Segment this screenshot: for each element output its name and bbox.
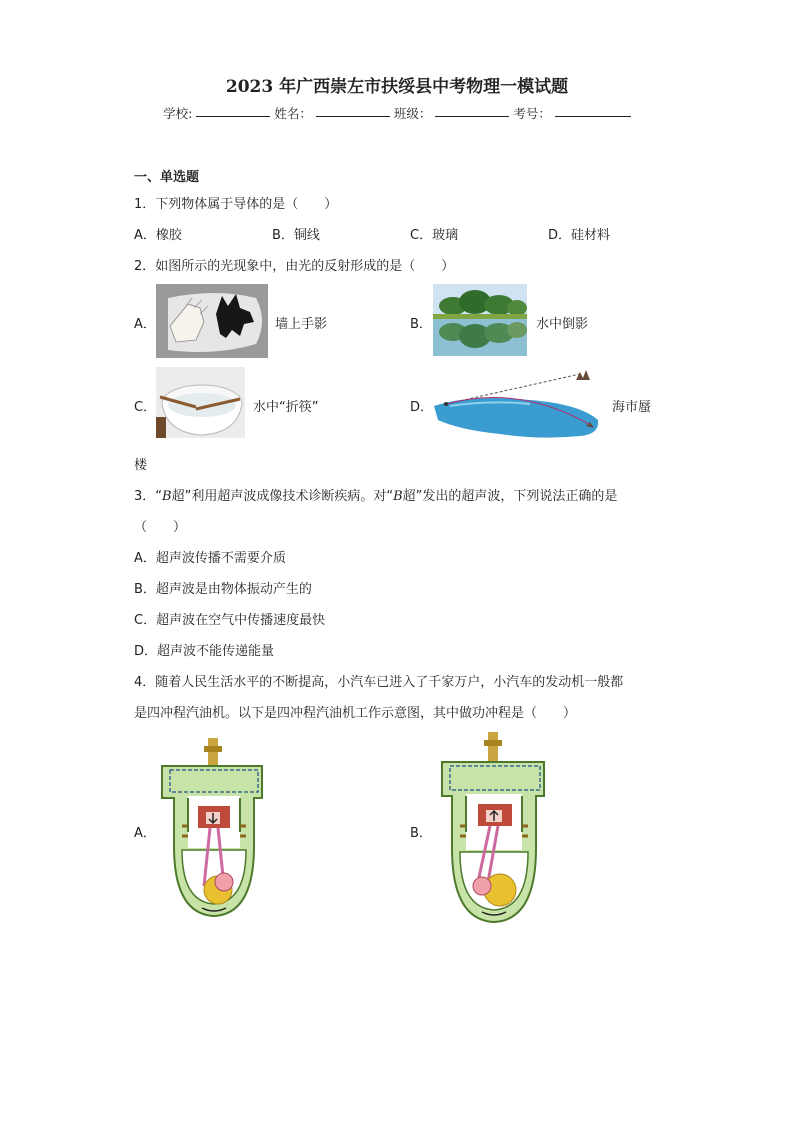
q1-option-c[interactable]: C．玻璃 (410, 228, 459, 243)
q2-option-b-letter[interactable]: B． (410, 317, 432, 332)
q4-option-a-letter[interactable]: A． (134, 826, 156, 841)
q2-option-c-letter[interactable]: C． (134, 400, 157, 415)
school-blank[interactable] (196, 104, 270, 117)
q1-stem: 1．下列物体属于导体的是（ ） (134, 197, 338, 212)
q2-option-a-letter[interactable]: A． (134, 317, 156, 332)
q3-option-d[interactable]: D．超声波不能传递能量 (134, 644, 275, 659)
q2-stem: 2．如图所示的光现象中，由光的反射形成的是（ ） (134, 259, 455, 274)
chopstick-in-water-image (156, 367, 245, 438)
q2-option-d-letter[interactable]: D． (410, 400, 434, 415)
q3-option-a[interactable]: A．超声波传播不需要介质 (134, 551, 286, 566)
exam-no-label: 考号： (513, 106, 551, 121)
class-label: 班级： (393, 106, 432, 121)
q2-option-c-text: 水中“折筷” (253, 400, 319, 415)
reflection-image (433, 284, 527, 356)
section-title: 一、单选题 (134, 170, 200, 185)
q2-option-d-text: 海市蜃 (612, 400, 652, 415)
q3-stem: 3．“B超”利用超声波成像技术诊断疾病。对“B超”发出的超声波，下列说法正确的是 (134, 489, 618, 504)
name-blank[interactable] (316, 104, 390, 117)
q1-option-d[interactable]: D．硅材料 (548, 228, 611, 243)
q2-option-a-text: 墙上手影 (275, 317, 328, 332)
q2-option-b-text: 水中倒影 (536, 317, 589, 332)
class-blank[interactable] (435, 104, 509, 117)
q3-option-b[interactable]: B．超声波是由物体振动产生的 (134, 582, 312, 597)
q1-option-b[interactable]: B．铜线 (272, 228, 320, 243)
hand-shadow-image (156, 284, 268, 358)
engine-diagram-a (158, 736, 270, 922)
page-title: 2023 年广西崇左市扶绥县中考物理一模试题 (225, 77, 569, 97)
q4-stem-line1: 4．随着人民生活水平的不断提高，小汽车已进入了千家万户，小汽车的发动机一般都 (134, 675, 624, 690)
q3-paren: （ ） (134, 520, 187, 535)
mirage-image (430, 366, 605, 440)
q4-stem-line2: 是四冲程汽油机。以下是四冲程汽油机工作示意图，其中做功冲程是（ ） (134, 706, 577, 721)
q3-option-c[interactable]: C．超声波在空气中传播速度最快 (134, 613, 326, 628)
engine-diagram-b (438, 730, 551, 928)
q4-option-b-letter[interactable]: B． (410, 826, 432, 841)
q1-option-a[interactable]: A．橡胶 (134, 228, 182, 243)
q2-option-d-text-wrap: 楼 (134, 458, 148, 473)
student-info-row (0, 104, 794, 122)
school-label: 学校: (163, 106, 193, 121)
name-label: 姓名： (274, 106, 312, 121)
exam-no-blank[interactable] (555, 104, 631, 117)
